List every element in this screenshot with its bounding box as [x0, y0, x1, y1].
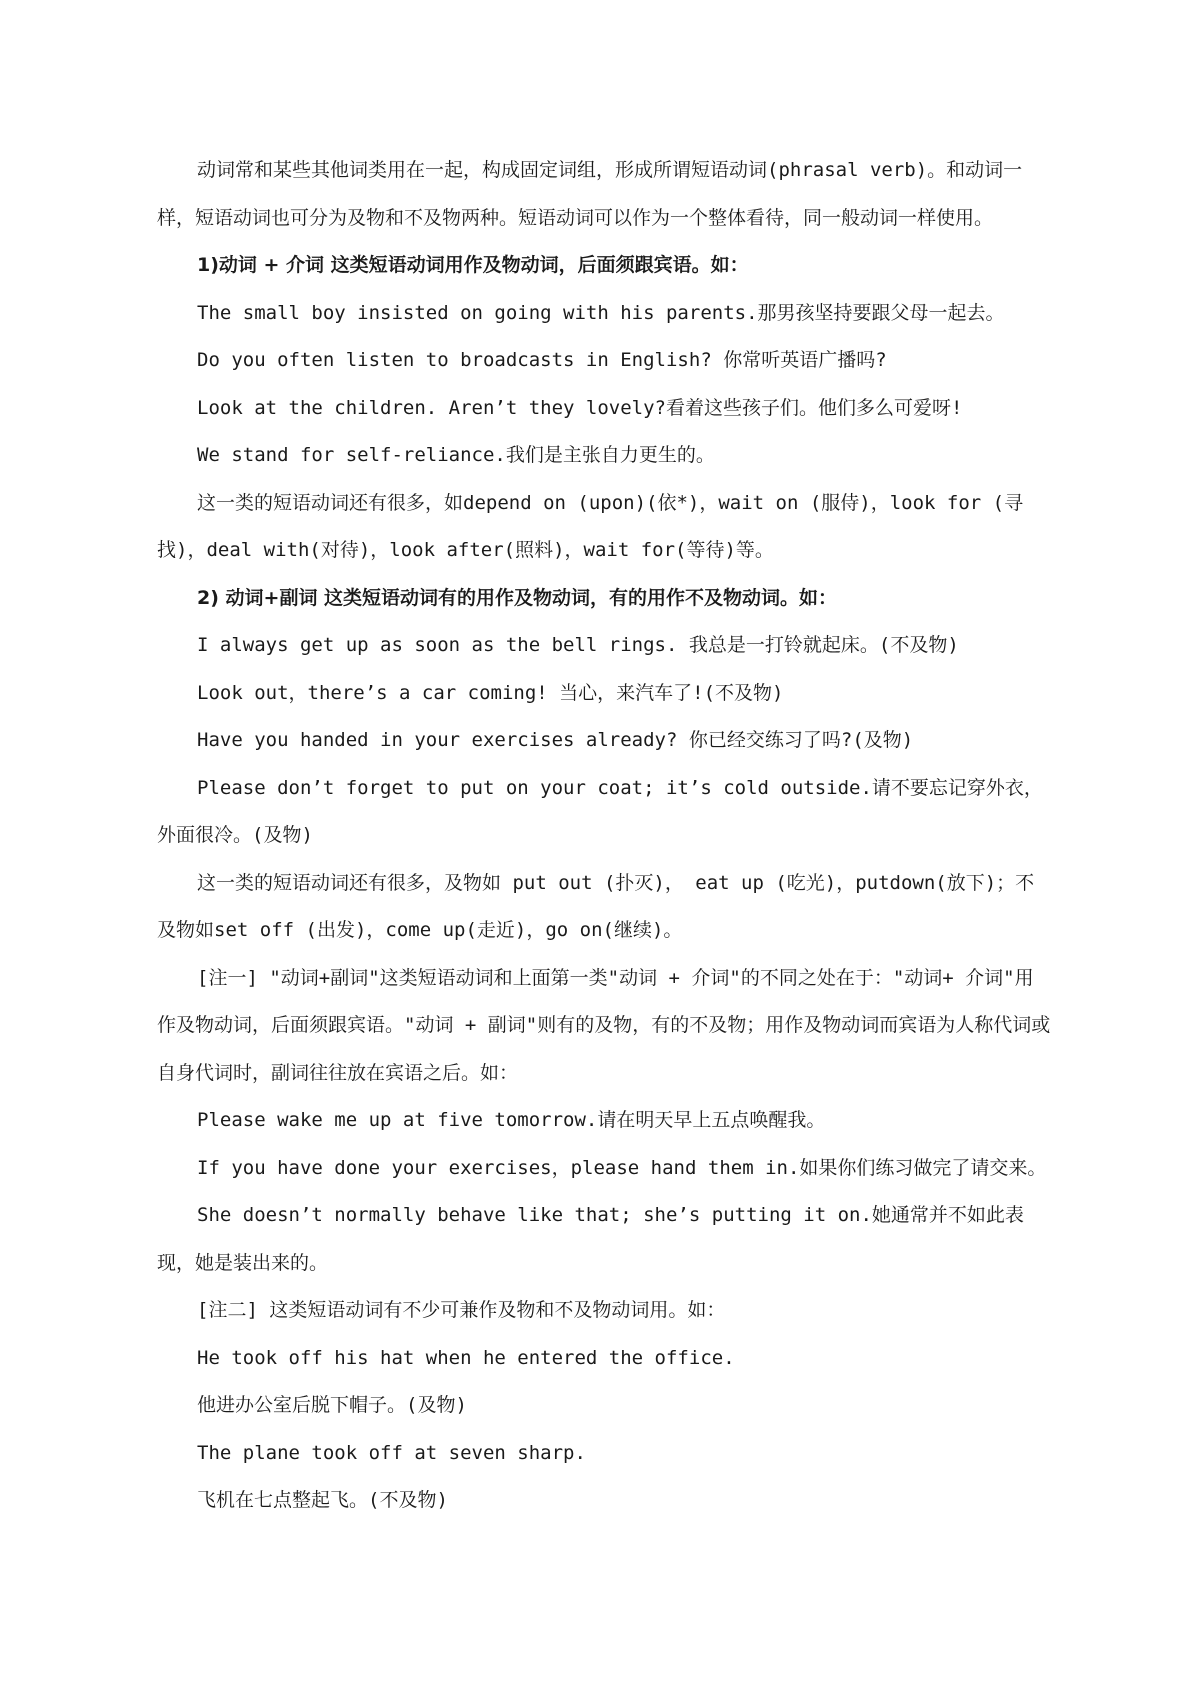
example-sentence: Please wake me up at five tomorrow.请在明天早上五点唤醒我。	[197, 1109, 826, 1131]
example-sentence: Please don’t forget to put on your coat; it’s cold outside.请不要忘记穿外衣，外面很冷。(及物)	[157, 776, 1043, 846]
example-sentence: He took off his hat when he entered the office.	[197, 1346, 735, 1369]
example-sentence: Look out，there’s a car coming! 当心，来汽车了!(不及物)	[197, 681, 784, 704]
section-heading-verb-adverb: 2) 动词+副词 这类短语动词有的用作及物动词，有的用作不及物动词。如：	[197, 586, 838, 609]
example-sentence: She doesn’t normally behave like that; she’s putting it on.她通常并不如此表现，她是装出来的。	[157, 1204, 1024, 1274]
intro-paragraph: 动词常和某些其他词类用在一起，构成固定词组，形成所谓短语动词(phrasal verb)。和动词一样，短语动词也可分为及物和不及物两种。短语动词可以作为一个整体看待，同一般动词一样使用。	[157, 159, 1023, 229]
section-heading-verb-preposition: 1)动词 + 介词 这类短语动词用作及物动词，后面须跟宾语。如：	[197, 254, 749, 276]
note-two-paragraph: [注二] 这类短语动词有不少可兼作及物和不及物动词用。如：	[197, 1299, 726, 1321]
example-sentence: Look at the children. Aren’t they lovely?看着这些孩子们。他们多么可爱呀!	[197, 396, 963, 419]
example-sentence: I always get up as soon as the bell rings. 我总是一打铃就起床。(不及物)	[197, 634, 959, 656]
more-examples-paragraph: 这一类的短语动词还有很多，如depend on (upon)(依*)，wait on (服侍)，look for (寻找)，deal with(对待)，look after(照料)，wait for(等待)等。	[157, 491, 1024, 561]
document-body	[157, 147, 1052, 1525]
example-sentence: Do you often listen to broadcasts in English? 你常听英语广播吗?	[197, 349, 887, 371]
example-sentence: Have you handed in your exercises already? 你已经交练习了吗?(及物)	[197, 729, 914, 751]
example-translation: 飞机在七点整起飞。(不及物)	[197, 1489, 448, 1511]
note-one-paragraph: [注一] "动词+副词"这类短语动词和上面第一类"动词 + 介词"的不同之处在于："动词+ 介词"用作及物动词，后面须跟宾语。"动词 + 副词"则有的及物，有的不及物；用作及物动词而宾语为人称代词或自身代词时，副词往往放在宾语之后。如：	[157, 966, 1051, 1084]
example-sentence: If you have done your exercises，please hand them in.如果你们练习做完了请交来。	[197, 1156, 1047, 1179]
example-translation: 他进办公室后脱下帽子。(及物)	[197, 1394, 467, 1416]
example-sentence: We stand for self-reliance.我们是主张自力更生的。	[197, 444, 715, 466]
example-sentence: The small boy insisted on going with his parents.那男孩坚持要跟父母一起去。	[197, 301, 1005, 324]
more-examples-paragraph: 这一类的短语动词还有很多，及物如 put out (扑灭)， eat up (吃光)，putdown(放下)；不及物如set off (出发)，come up(走近)，go on(继续)。	[157, 871, 1035, 941]
example-sentence: The plane took off at seven sharp.	[197, 1441, 586, 1464]
